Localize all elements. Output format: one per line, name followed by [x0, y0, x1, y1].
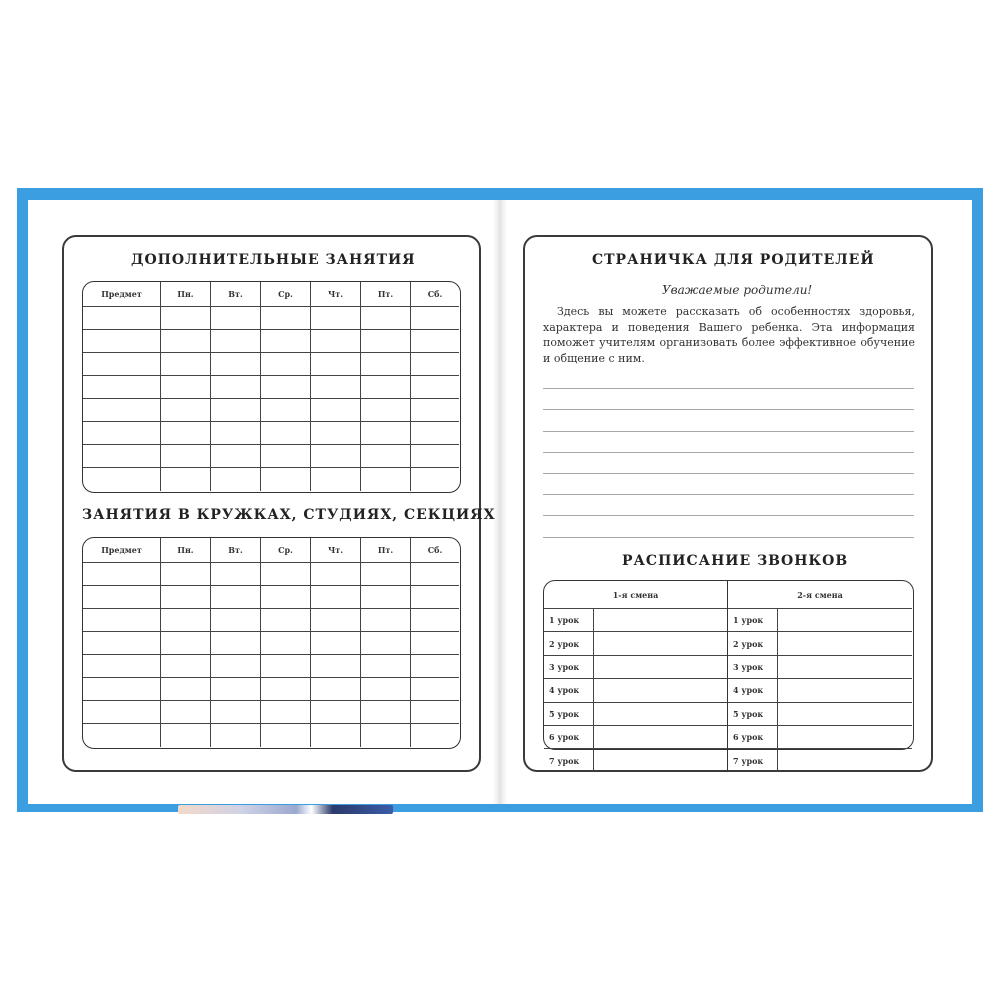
day-cell[interactable] — [311, 445, 361, 468]
bell-row — [544, 726, 912, 749]
table-row — [83, 678, 459, 701]
day-cell[interactable] — [261, 445, 311, 468]
day-cell[interactable] — [211, 724, 261, 747]
bell-row — [544, 749, 912, 771]
day-cell[interactable] — [311, 330, 361, 353]
day-cell[interactable] — [411, 632, 459, 655]
col-sat: Сб. — [411, 282, 459, 307]
day-cell[interactable] — [361, 307, 411, 330]
day-cell[interactable] — [211, 376, 261, 399]
col-mon: Пн. — [161, 282, 211, 307]
day-cell[interactable] — [411, 678, 459, 701]
day-cell[interactable] — [311, 399, 361, 422]
day-cell[interactable] — [161, 701, 211, 724]
extra-classes-table — [83, 282, 459, 491]
shift-2-lesson-label: 2 урок — [728, 632, 778, 655]
day-cell[interactable] — [261, 376, 311, 399]
day-cell[interactable] — [361, 376, 411, 399]
day-cell[interactable] — [361, 353, 411, 376]
day-cell[interactable] — [211, 701, 261, 724]
day-cell[interactable] — [411, 399, 459, 422]
day-cell[interactable] — [261, 724, 311, 747]
day-cell[interactable] — [211, 468, 261, 491]
table-row — [83, 422, 459, 445]
day-cell[interactable] — [411, 724, 459, 747]
writing-line — [543, 474, 914, 495]
writing-line — [543, 453, 914, 474]
col-thu: Чт. — [311, 538, 361, 563]
day-cell[interactable] — [261, 399, 311, 422]
day-cell[interactable] — [161, 307, 211, 330]
day-cell[interactable] — [261, 586, 311, 609]
day-cell[interactable] — [311, 655, 361, 678]
day-cell[interactable] — [311, 609, 361, 632]
day-cell[interactable] — [161, 353, 211, 376]
table-row — [83, 655, 459, 678]
day-cell[interactable] — [411, 563, 459, 586]
parents-intro-text: Здесь вы можете рассказать об особенностях здоровья, характера и поведения Вашего ребенка. Эта информация поможет учителям организовать более эффективное обучение и общение с ним. — [543, 305, 915, 365]
shift-1-lesson-label: 6 урок — [544, 726, 594, 749]
bells-table-box — [543, 580, 914, 766]
shift-2-lesson-label: 3 урок — [728, 656, 778, 679]
shift-1-lesson-label: 2 урок — [544, 632, 594, 655]
day-cell[interactable] — [311, 632, 361, 655]
subject-cell[interactable] — [83, 632, 161, 655]
subject-cell[interactable] — [83, 678, 161, 701]
subject-cell[interactable] — [83, 701, 161, 724]
writing-line — [543, 432, 914, 453]
bell-row — [544, 656, 912, 679]
table-row — [83, 445, 459, 468]
table-row — [83, 307, 459, 330]
table-row — [83, 399, 459, 422]
day-cell[interactable] — [411, 307, 459, 330]
day-cell[interactable] — [261, 307, 311, 330]
shift-1-lesson-label: 4 урок — [544, 679, 594, 702]
day-cell[interactable] — [411, 330, 459, 353]
shift-1-time-cell[interactable] — [594, 609, 728, 632]
day-cell[interactable] — [361, 445, 411, 468]
subject-cell[interactable] — [83, 724, 161, 747]
day-cell[interactable] — [211, 632, 261, 655]
col-wed: Ср. — [261, 282, 311, 307]
day-cell[interactable] — [411, 468, 459, 491]
subject-cell[interactable] — [83, 330, 161, 353]
parents-greeting: Уважаемые родители! — [662, 283, 813, 297]
day-cell[interactable] — [161, 655, 211, 678]
subject-cell[interactable] — [83, 307, 161, 330]
day-cell[interactable] — [161, 678, 211, 701]
subject-cell[interactable] — [83, 445, 161, 468]
shift-1-lesson-label: 1 урок — [544, 609, 594, 632]
day-cell[interactable] — [161, 445, 211, 468]
day-cell[interactable] — [411, 422, 459, 445]
shift-1-header: 1-я смена — [544, 581, 728, 609]
shift-1-time-cell[interactable] — [594, 632, 728, 655]
day-cell[interactable] — [311, 724, 361, 747]
day-cell[interactable] — [411, 353, 459, 376]
day-cell[interactable] — [161, 399, 211, 422]
day-cell[interactable] — [311, 353, 361, 376]
day-cell[interactable] — [311, 422, 361, 445]
day-cell[interactable] — [161, 563, 211, 586]
clubs-title: ЗАНЯТИЯ В КРУЖКАХ, СТУДИЯХ, СЕКЦИЯХ — [82, 507, 496, 523]
day-cell[interactable] — [311, 701, 361, 724]
shift-2-time-cell[interactable] — [778, 679, 912, 702]
day-cell[interactable] — [261, 422, 311, 445]
shift-1-time-cell[interactable] — [594, 656, 728, 679]
bell-row — [544, 703, 912, 726]
day-cell[interactable] — [261, 330, 311, 353]
day-cell[interactable] — [411, 376, 459, 399]
day-cell[interactable] — [161, 586, 211, 609]
day-cell[interactable] — [311, 586, 361, 609]
day-cell[interactable] — [361, 609, 411, 632]
clubs-header-row — [83, 538, 459, 563]
shift-2-header: 2-я смена — [728, 581, 912, 609]
parents-writing-lines — [543, 368, 914, 538]
clubs-table — [83, 538, 459, 747]
shift-2-time-cell[interactable] — [778, 749, 912, 771]
shift-2-time-cell[interactable] — [778, 726, 912, 749]
writing-line — [543, 495, 914, 516]
day-cell[interactable] — [261, 468, 311, 491]
day-cell[interactable] — [211, 563, 261, 586]
col-tue: Вт. — [211, 282, 261, 307]
table-row — [83, 724, 459, 747]
col-tue: Вт. — [211, 538, 261, 563]
day-cell[interactable] — [361, 422, 411, 445]
col-wed: Ср. — [261, 538, 311, 563]
subject-cell[interactable] — [83, 563, 161, 586]
bell-row — [544, 632, 912, 655]
day-cell[interactable] — [411, 655, 459, 678]
writing-line — [543, 516, 914, 537]
shift-2-time-cell[interactable] — [778, 632, 912, 655]
extra-classes-title: ДОПОЛНИТЕЛЬНЫЕ ЗАНЯТИЯ — [131, 252, 416, 268]
day-cell[interactable] — [211, 655, 261, 678]
subject-cell[interactable] — [83, 468, 161, 491]
day-cell[interactable] — [361, 399, 411, 422]
subject-cell[interactable] — [83, 353, 161, 376]
subject-cell[interactable] — [83, 609, 161, 632]
subject-cell[interactable] — [83, 586, 161, 609]
parents-page-title: СТРАНИЧКА ДЛЯ РОДИТЕЛЕЙ — [592, 252, 875, 268]
bells-title: РАСПИСАНИЕ ЗВОНКОВ — [622, 553, 849, 569]
shift-1-lesson-label: 7 урок — [544, 749, 594, 771]
day-cell[interactable] — [311, 468, 361, 491]
bells-header-row — [544, 581, 912, 609]
day-cell[interactable] — [211, 678, 261, 701]
day-cell[interactable] — [311, 376, 361, 399]
shift-1-lesson-label: 5 урок — [544, 703, 594, 726]
day-cell[interactable] — [411, 445, 459, 468]
col-mon: Пн. — [161, 538, 211, 563]
table-row — [83, 468, 459, 491]
day-cell[interactable] — [361, 655, 411, 678]
bell-row — [544, 679, 912, 702]
day-cell[interactable] — [361, 678, 411, 701]
col-subject: Предмет — [83, 282, 161, 307]
day-cell[interactable] — [161, 468, 211, 491]
bell-row — [544, 609, 912, 632]
col-thu: Чт. — [311, 282, 361, 307]
day-cell[interactable] — [211, 586, 261, 609]
subject-cell[interactable] — [83, 376, 161, 399]
day-cell[interactable] — [261, 609, 311, 632]
subject-cell[interactable] — [83, 399, 161, 422]
shift-2-time-cell[interactable] — [778, 703, 912, 726]
day-cell[interactable] — [211, 445, 261, 468]
clubs-table-box — [82, 537, 461, 749]
day-cell[interactable] — [261, 655, 311, 678]
writing-line — [543, 368, 914, 389]
shift-1-time-cell[interactable] — [594, 703, 728, 726]
subject-cell[interactable] — [83, 655, 161, 678]
shift-1-time-cell[interactable] — [594, 726, 728, 749]
day-cell[interactable] — [211, 307, 261, 330]
day-cell[interactable] — [311, 563, 361, 586]
table-row — [83, 632, 459, 655]
day-cell[interactable] — [161, 422, 211, 445]
day-cell[interactable] — [361, 330, 411, 353]
shift-2-lesson-label: 6 урок — [728, 726, 778, 749]
cover-edge-strip — [178, 805, 393, 814]
shift-2-lesson-label: 7 урок — [728, 749, 778, 771]
table-row — [83, 376, 459, 399]
shift-2-lesson-label: 4 урок — [728, 679, 778, 702]
day-cell[interactable] — [261, 678, 311, 701]
day-cell[interactable] — [161, 609, 211, 632]
day-cell[interactable] — [361, 468, 411, 491]
extra-classes-header-row — [83, 282, 459, 307]
col-sat: Сб. — [411, 538, 459, 563]
day-cell[interactable] — [261, 701, 311, 724]
day-cell[interactable] — [261, 632, 311, 655]
day-cell[interactable] — [211, 422, 261, 445]
bells-table — [544, 581, 912, 772]
extra-classes-table-box — [82, 281, 461, 493]
shift-1-time-cell[interactable] — [594, 679, 728, 702]
table-row — [83, 353, 459, 376]
day-cell[interactable] — [211, 353, 261, 376]
day-cell[interactable] — [311, 678, 361, 701]
col-fri: Пт. — [361, 538, 411, 563]
table-row — [83, 330, 459, 353]
page-gutter — [493, 200, 507, 804]
day-cell[interactable] — [311, 307, 361, 330]
day-cell[interactable] — [161, 376, 211, 399]
table-row — [83, 563, 459, 586]
shift-2-time-cell[interactable] — [778, 609, 912, 632]
col-subject: Предмет — [83, 538, 161, 563]
day-cell[interactable] — [261, 563, 311, 586]
day-cell[interactable] — [161, 330, 211, 353]
subject-cell[interactable] — [83, 422, 161, 445]
shift-1-lesson-label: 3 урок — [544, 656, 594, 679]
day-cell[interactable] — [211, 399, 261, 422]
day-cell[interactable] — [411, 609, 459, 632]
day-cell[interactable] — [361, 563, 411, 586]
shift-2-lesson-label: 1 урок — [728, 609, 778, 632]
day-cell[interactable] — [161, 724, 211, 747]
day-cell[interactable] — [361, 632, 411, 655]
col-fri: Пт. — [361, 282, 411, 307]
shift-2-time-cell[interactable] — [778, 656, 912, 679]
day-cell[interactable] — [361, 724, 411, 747]
day-cell[interactable] — [411, 701, 459, 724]
table-row — [83, 609, 459, 632]
day-cell[interactable] — [261, 353, 311, 376]
shift-2-lesson-label: 5 урок — [728, 703, 778, 726]
day-cell[interactable] — [411, 586, 459, 609]
writing-line — [543, 410, 914, 431]
day-cell[interactable] — [361, 701, 411, 724]
day-cell[interactable] — [161, 632, 211, 655]
day-cell[interactable] — [211, 609, 261, 632]
table-row — [83, 701, 459, 724]
table-row — [83, 586, 459, 609]
writing-line — [543, 389, 914, 410]
shift-1-time-cell[interactable] — [594, 749, 728, 771]
day-cell[interactable] — [361, 586, 411, 609]
day-cell[interactable] — [211, 330, 261, 353]
